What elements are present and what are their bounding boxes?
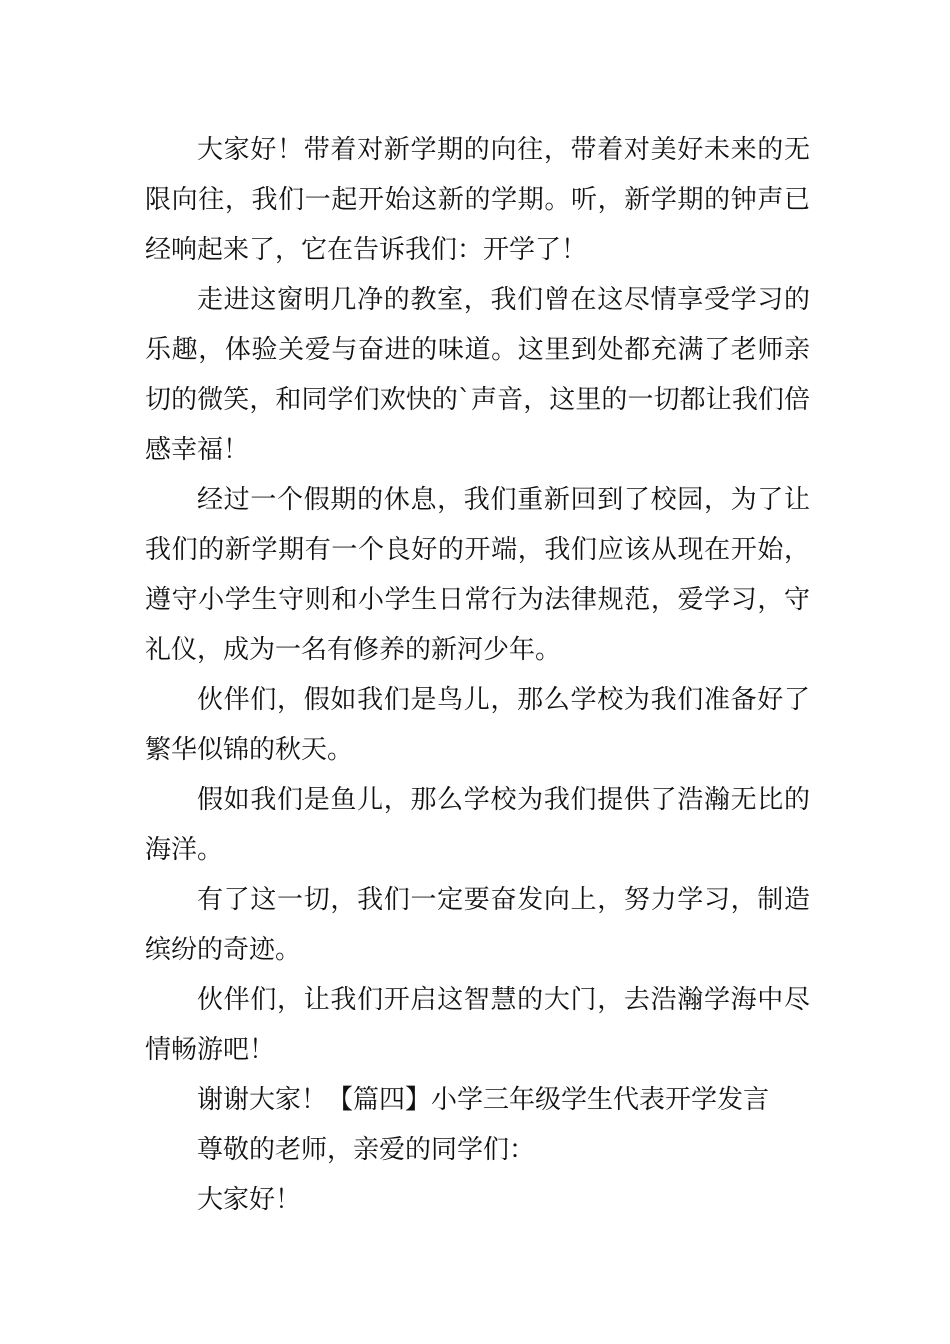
- paragraph: 伙伴们，让我们开启这智慧的大门，去浩瀚学海中尽情畅游吧！: [145, 985, 810, 1065]
- greeting: 大家好！: [197, 1185, 302, 1215]
- paragraph: 经过一个假期的休息，我们重新回到了校园，为了让我们的新学期有一个良好的开端，我们应该从现在开始，遵守小学生守则和小学生日常行为法律规范，爱学习，守礼仪，成为一名有修养的新河少年。: [145, 485, 810, 665]
- paragraph: 走进这窗明几净的教室，我们曾在这尽情享受学习的乐趣，体验关爱与奋进的味道。这里到处都充满了老师亲切的微笑，和同学们欢快的`声音，这里的一切都让我们倍感幸福！: [145, 285, 810, 465]
- section-heading: 谢谢大家！【篇四】小学三年级学生代表开学发言: [197, 1085, 770, 1115]
- paragraph: 假如我们是鱼儿，那么学校为我们提供了浩瀚无比的海洋。: [145, 785, 810, 865]
- paragraph: 有了这一切，我们一定要奋发向上，努力学习，制造缤纷的奇迹。: [145, 885, 810, 965]
- salutation: 尊敬的老师，亲爱的同学们：: [197, 1135, 536, 1165]
- paragraph: 伙伴们，假如我们是鸟儿，那么学校为我们准备好了繁华似锦的秋天。: [145, 685, 810, 765]
- paragraph: 大家好！带着对新学期的向往，带着对美好未来的无限向往，我们一起开始这新的学期。听，新学期的钟声已经响起来了，它在告诉我们：开学了！: [145, 135, 810, 265]
- document-body: [145, 125, 810, 1225]
